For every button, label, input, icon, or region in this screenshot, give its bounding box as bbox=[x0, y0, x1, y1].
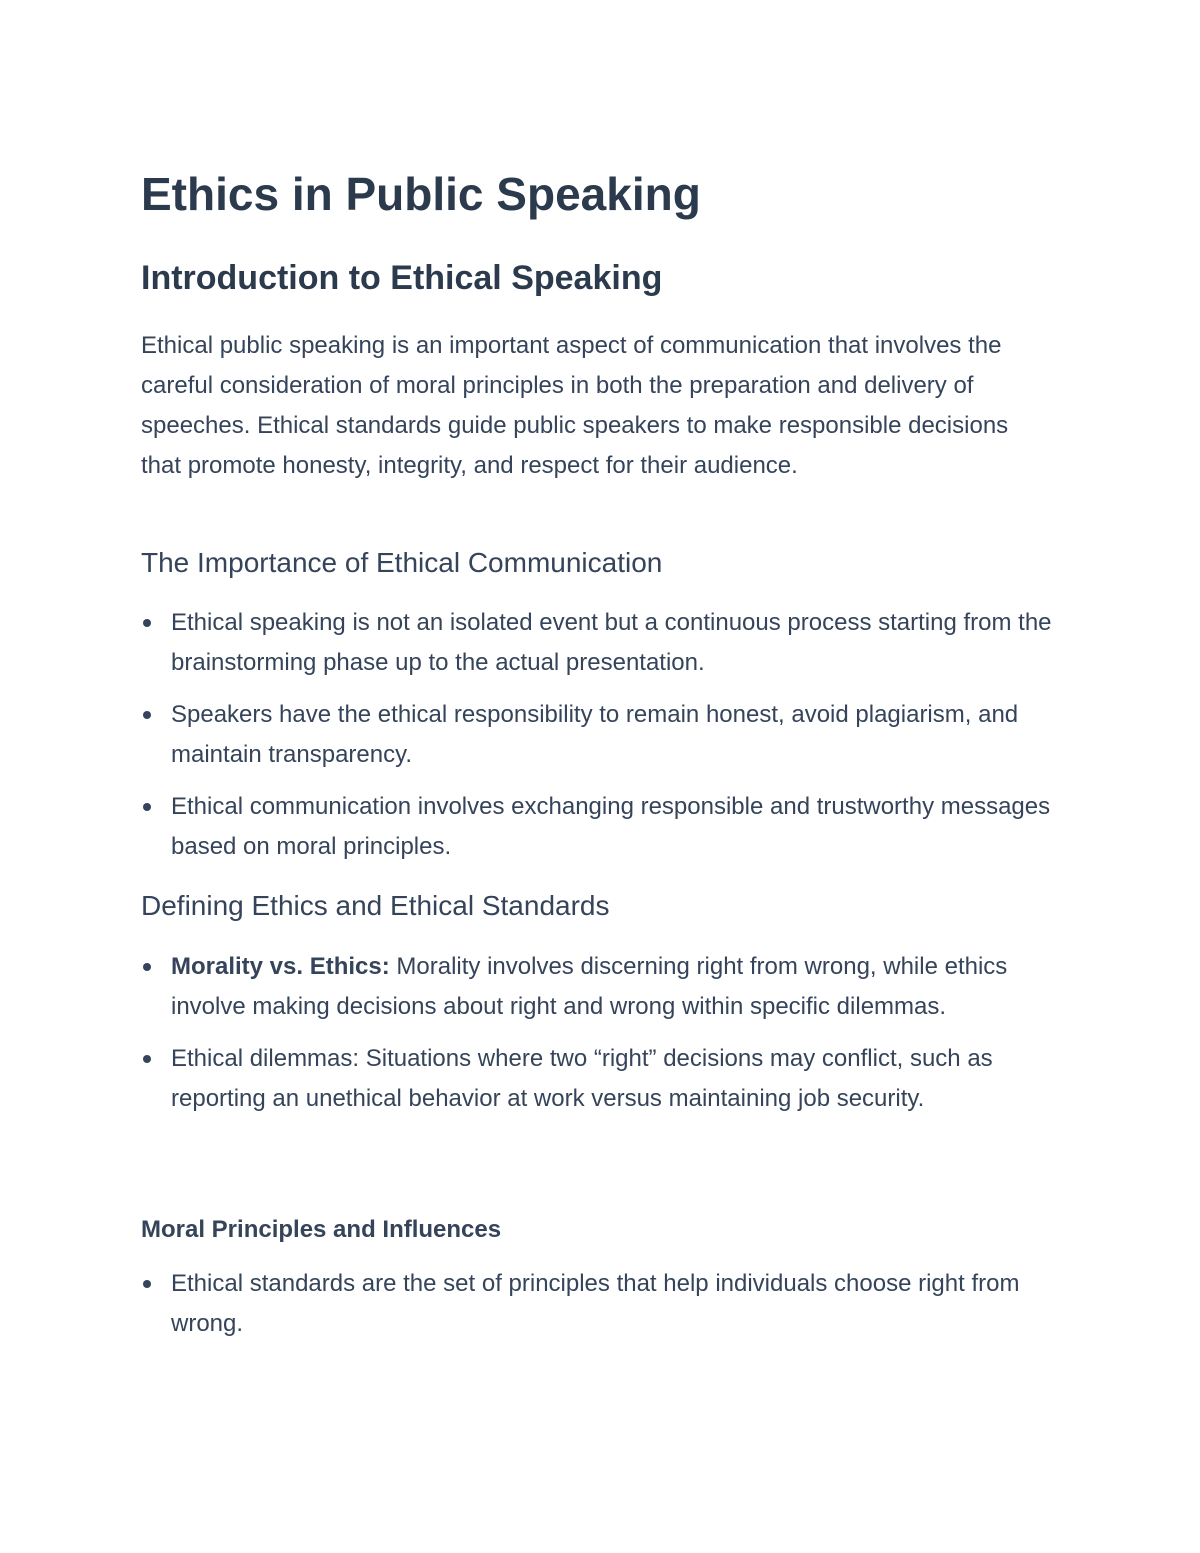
moral-heading: Moral Principles and Influences bbox=[141, 1216, 502, 1243]
defining-heading: Defining Ethics and Ethical Standards bbox=[141, 890, 610, 921]
list-item-text: Ethical dilemmas: Situations where two “right” decisions may conflict, such as reporting an unethical behavior at work versus maintaining job security. bbox=[171, 1045, 993, 1112]
list-item-text: Morality involves discerning right from wrong, while ethics involve making decisions about right and wrong within specific dilemmas. bbox=[171, 953, 1008, 1020]
list-item-text: Ethical standards are the set of principles that help individuals choose right from wrong. bbox=[171, 1270, 1020, 1337]
bullet-icon bbox=[143, 711, 151, 719]
bullet-icon bbox=[143, 803, 151, 811]
importance-list bbox=[141, 603, 1061, 879]
defining-list bbox=[141, 947, 1061, 1131]
intro-paragraph: Ethical public speaking is an important aspect of communication that involves the careful consideration of moral principles in both the preparation and delivery of speeches. Ethical standards guide public speakers to make responsible decisions that promote honesty, integrity, and respect for their audience. bbox=[141, 332, 1009, 479]
list-item bbox=[141, 603, 1061, 683]
list-item-text: Ethical communication involves exchanging responsible and trustworthy messages based on moral principles. bbox=[171, 793, 1051, 860]
document-title: Ethics in Public Speaking bbox=[141, 168, 701, 220]
moral-list bbox=[141, 1264, 1061, 1356]
list-item bbox=[141, 695, 1061, 775]
list-item bbox=[141, 1039, 1061, 1119]
list-item bbox=[141, 787, 1061, 867]
list-item-text: Speakers have the ethical responsibility to remain honest, avoid plagiarism, and maintain transparency. bbox=[171, 701, 1019, 768]
importance-heading: The Importance of Ethical Communication bbox=[141, 547, 663, 578]
term-label: Morality vs. Ethics: bbox=[171, 953, 390, 980]
list-item bbox=[141, 947, 1061, 1027]
bullet-icon bbox=[143, 1055, 151, 1063]
bullet-icon bbox=[143, 1280, 151, 1288]
intro-heading: Introduction to Ethical Speaking bbox=[141, 259, 663, 297]
list-item-text: Ethical speaking is not an isolated event but a continuous process starting from the brainstorming phase up to the actual presentation. bbox=[171, 609, 1052, 676]
list-item bbox=[141, 1264, 1061, 1344]
bullet-icon bbox=[143, 963, 151, 971]
bullet-icon bbox=[143, 619, 151, 627]
